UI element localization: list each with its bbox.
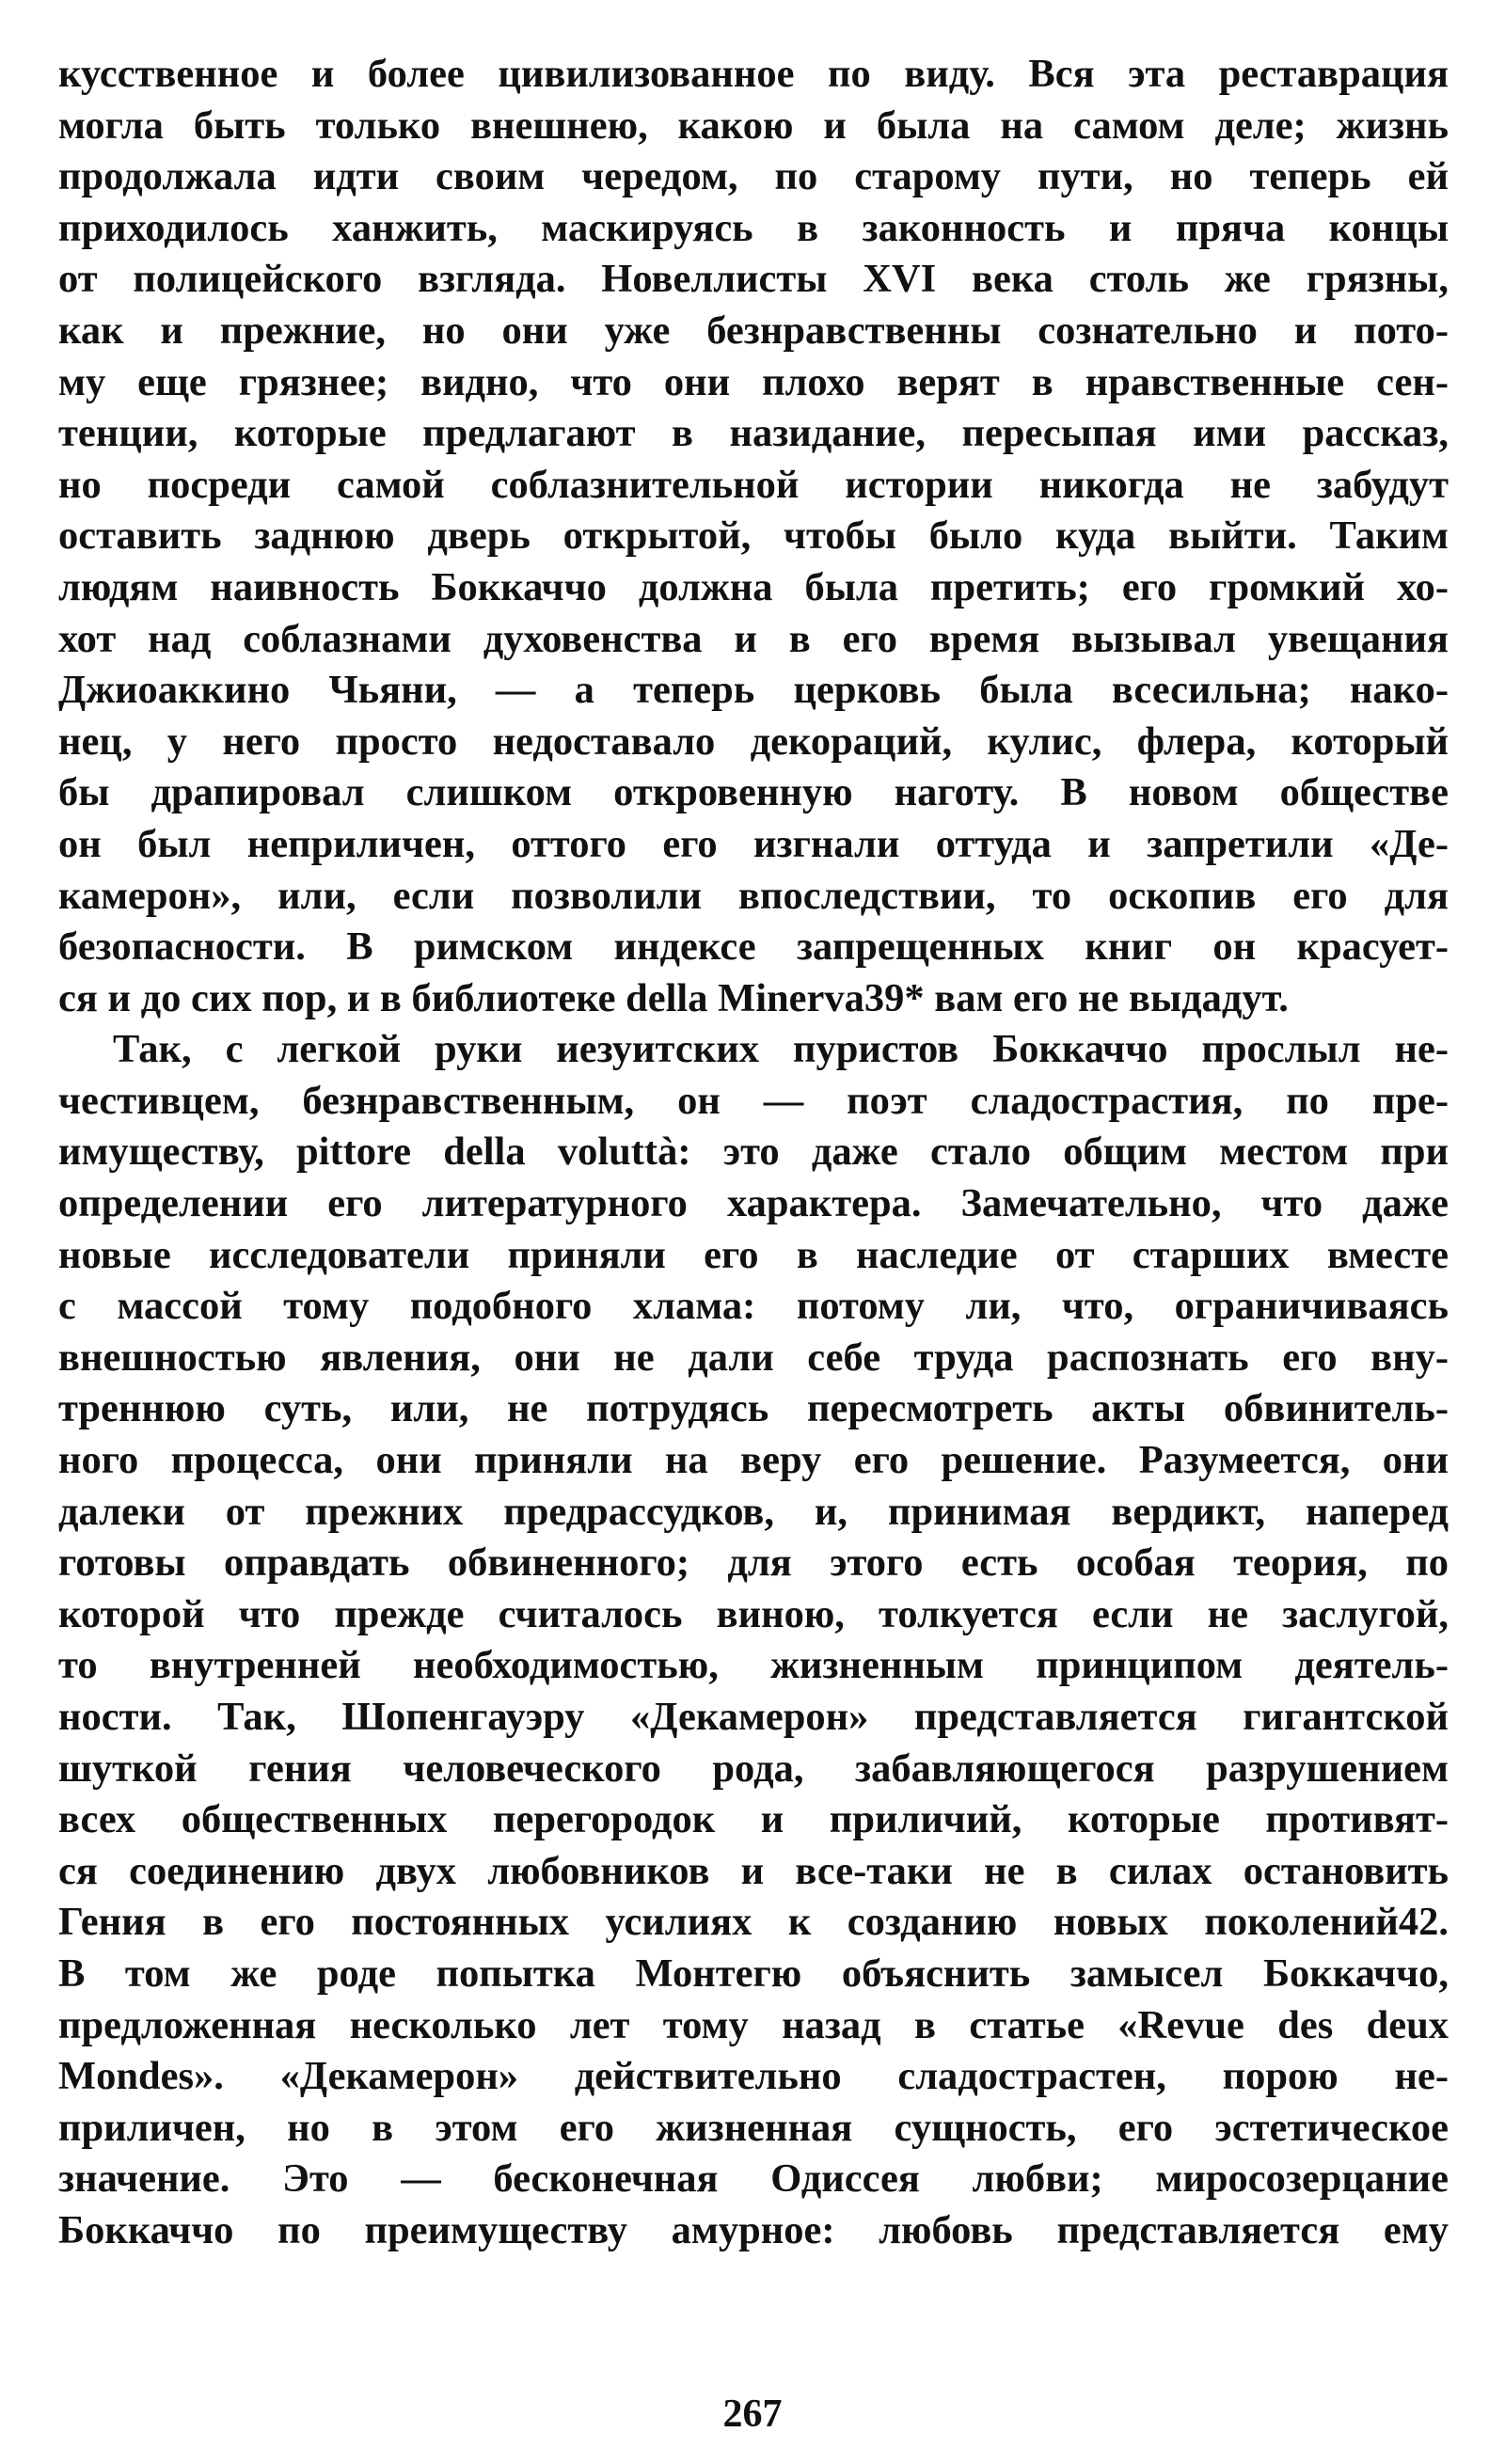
text-line: Джиоаккино Чьяни, — а теперь церковь была всесильна; нако- bbox=[58, 668, 1449, 713]
text-line: В том же роде попытка Монтегю объяснить замысел Боккаччо, bbox=[58, 1951, 1449, 1996]
text-line: с массой тому подобного хлама: потому ли, что, ограничиваясь bbox=[58, 1284, 1449, 1329]
text-line: му еще грязнее; видно, что они плохо верят в нравственные сен- bbox=[58, 359, 1449, 404]
text-line: кусственное и более цивилизованное по виду. Вся эта реставрация bbox=[58, 52, 1449, 96]
text-line: всех общественных перегородок и приличий, которые противят- bbox=[58, 1797, 1449, 1842]
text-line: камерон», или, если позволили впоследствии, то оскопив его для bbox=[58, 873, 1449, 918]
text-line: готовы оправдать обвиненного; для этого есть особая теория, по bbox=[58, 1540, 1449, 1586]
text-line: могла быть только внешнею, какою и была на самом деле; жизнь bbox=[58, 103, 1449, 148]
text-line: но посреди самой соблазнительной истории никогда не забудут bbox=[58, 462, 1449, 507]
text-line: приходилось ханжить, маскируясь в законность и пряча концы bbox=[58, 205, 1449, 250]
text-line: ного процесса, они приняли на веру его решение. Разумеется, они bbox=[58, 1438, 1449, 1483]
text-line: которой что прежде считалось виною, толкуется если не заслугой, bbox=[58, 1591, 1449, 1636]
paragraph-start-line: Так, с легкой руки иезуитских пуристов Боккаччо прослыл не- bbox=[113, 1027, 1449, 1072]
text-line: далеки от прежних предрассудков, и, принимая вердикт, наперед bbox=[58, 1489, 1449, 1534]
body-text bbox=[58, 49, 1449, 2257]
text-line: внешностью явления, они не дали себе труда распознать его вну- bbox=[58, 1335, 1449, 1380]
text-line: ся соединению двух любовников и все-таки не в силах остановить bbox=[58, 1848, 1449, 1893]
text-line: Mondes». «Декамерон» действительно сладострастен, порою не- bbox=[58, 2054, 1449, 2099]
text-line: предложенная несколько лет тому назад в статье «Revue des deux bbox=[58, 2002, 1449, 2047]
text-line: людям наивность Боккаччо должна была претить; его громкий хо- bbox=[58, 564, 1449, 609]
text-line: бы драпировал слишком откровенную наготу. В новом обществе bbox=[58, 770, 1449, 815]
text-line: честивцем, безнравственным, он — поэт сладострастия, по пре- bbox=[58, 1078, 1449, 1123]
text-line: нец, у него просто недоставало декораций, кулис, флера, который bbox=[58, 719, 1449, 764]
paragraph-end-line: ся и до сих пор, и в библиотеке della Minerva39* вам его не выдадут. bbox=[58, 975, 1289, 1020]
text-line: он был неприличен, оттого его изгнали оттуда и запретили «Де- bbox=[58, 821, 1449, 866]
text-line: Боккаччо по преимуществу амурное: любовь представляется ему bbox=[58, 2207, 1449, 2252]
text-line: безопасности. В римском индексе запрещенных книг он красует- bbox=[58, 924, 1449, 970]
page-number: 267 bbox=[722, 2393, 783, 2436]
text-line: оставить заднюю дверь открытой, чтобы было куда выйти. Таким bbox=[58, 513, 1449, 559]
text-line: тенции, которые предлагают в назидание, пересыпая ими рассказ, bbox=[58, 411, 1449, 456]
text-line: продолжала идти своим чередом, по старому пути, но теперь ей bbox=[58, 154, 1449, 199]
text-line: ности. Так, Шопенгауэру «Декамерон» представляется гигантской bbox=[58, 1695, 1449, 1739]
text-line: Гения в его постоянных усилиях к созданию новых поколений42. bbox=[58, 1900, 1449, 1945]
text-line: хот над соблазнами духовенства и в его время вызывал увещания bbox=[58, 616, 1449, 661]
text-line: новые исследователи приняли его в наследие от старших вместе bbox=[58, 1232, 1449, 1277]
text-line: от полицейского взгляда. Новеллисты XVI века столь же грязны, bbox=[58, 257, 1449, 302]
text-line: шуткой гения человеческого рода, забавляющегося разрушением bbox=[58, 1745, 1449, 1791]
text-line: то внутренней необходимостью, жизненным принципом деятель- bbox=[58, 1643, 1449, 1688]
text-line: значение. Это — бесконечная Одиссея любви; миросозерцание bbox=[58, 2156, 1449, 2202]
text-line: определении его литературного характера. Замечательно, что даже bbox=[58, 1181, 1449, 1226]
text-line: имуществу, pittore della voluttà: это даже стало общим местом при bbox=[58, 1129, 1449, 1175]
text-line: треннюю суть, или, не потрудясь пересмотреть акты обвинитель- bbox=[58, 1386, 1449, 1431]
text-line: приличен, но в этом его жизненная сущность, его эстетическое bbox=[58, 2105, 1449, 2150]
text-line: как и прежние, но они уже безнравственны сознательно и пото- bbox=[58, 308, 1449, 353]
